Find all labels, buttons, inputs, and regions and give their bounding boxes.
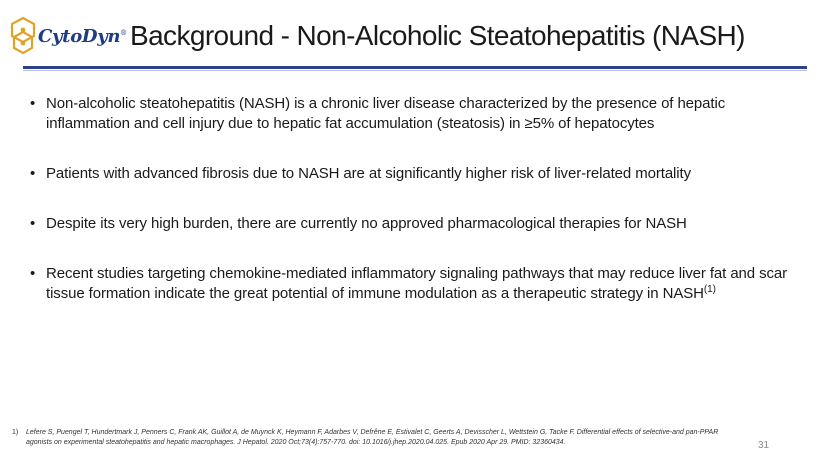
bullet-text: Recent studies targeting chemokine-mediated inflammatory signaling pathways that may reduce liver fat and scar tissue formation indicate the great potential of immune modulation as a therapeutic strategy in NASH <box>46 265 788 302</box>
bullet-item <box>30 264 810 304</box>
bullet-text: Patients with advanced fibrosis due to NASH are at significantly higher risk of liver-related mortality <box>46 165 691 182</box>
bullet-text: Non-alcoholic steatohepatitis (NASH) is a chronic liver disease characterized by the presence of hepatic inflammation and cell injury due to hepatic fat accumulation (steatosis) in ≥5% of hepatocytes <box>46 95 726 132</box>
bullet-list <box>30 94 810 334</box>
footnote-number: 1) <box>12 429 19 436</box>
footnote-text: Lefere S, Puengel T, Hundertmark J, Penners C, Frank AK, Guillot A, de Muynck K, Heymann F, Adarbes V, Defrêne E, Estivalet C, Geerts A, Devisscher L, Wettstein G, Tacke F. Differential effects of selective-and pan-PPAR agonists on experimental steatohepatitis and hepatic macrophages. J Hepatol. 2020 Oct;73(4):757-770. doi: 10.1016/j.jhep.2020.04.025. Epub 2020 Apr 29. PMID: 32360434. <box>26 429 719 446</box>
title-divider-underline <box>23 70 807 71</box>
bullet-item <box>30 94 810 134</box>
logo-wordmark: CytoDyn® <box>38 26 127 47</box>
bullet-item <box>30 164 810 184</box>
bullet-dot: • <box>30 95 36 112</box>
footnote-reference: (1) <box>703 284 716 295</box>
hexagon-molecule-icon <box>8 16 38 58</box>
page-title: Background - Non-Alcoholic Steatohepatitis (NASH) <box>130 20 745 51</box>
page-number: 31 <box>758 440 770 451</box>
footnote <box>12 428 732 447</box>
registered-mark: ® <box>120 29 127 37</box>
cytodyn-logo <box>8 16 127 60</box>
bullet-dot: • <box>30 165 36 182</box>
bullet-text: Despite its very high burden, there are currently no approved pharmacological therapies for NASH <box>46 215 687 232</box>
bullet-dot: • <box>30 265 36 282</box>
bullet-dot: • <box>30 215 36 232</box>
title-divider <box>23 66 807 69</box>
bullet-item <box>30 214 810 234</box>
